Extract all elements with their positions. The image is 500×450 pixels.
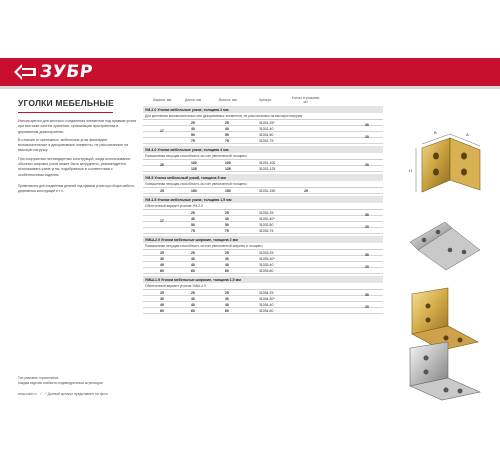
section-title: УМ-5 Уголок мебельный узкий, толщина 5 мм [143,174,383,181]
cell-article: 31031-40 [259,126,274,131]
cell-article: 31031-25* [259,120,275,125]
cell-width-merged: 17 [160,219,164,223]
cell-length: 75 [191,138,195,143]
cell-article: 31031-100 [259,160,276,165]
cell-length: 100 [191,160,197,165]
table-row [143,308,383,314]
cell-length: 60 [191,308,195,313]
cell-height: 25 [225,290,229,295]
cell-article: 31032-50 [259,222,274,227]
cell-article: 31034-40 [259,302,274,307]
cell-article: 31032-25 [259,210,274,215]
silver-wide-bracket-image [398,340,488,402]
cell-qty-merged: 30 [365,253,369,257]
cell-article: 31034-60 [259,308,274,313]
table-header [143,96,383,104]
cell-qty-merged: 20 [365,225,369,229]
table-row [143,268,383,274]
section-rows [143,188,383,194]
section-um-2-0 [143,106,383,144]
dim-b-label: B [434,130,437,135]
section-title: УМШ-2.0 Уголки мебельные широкие, толщина 2 мм [143,236,383,243]
cell-width: 25 [160,250,164,255]
footer-asterisk-note: * Данный артикул представлен на фото [45,392,108,396]
cell-height: 75 [225,138,229,143]
cell-height: 25 [225,120,229,125]
section-rows [143,160,383,172]
cell-height: 75 [225,228,229,233]
page-title: УГОЛКИ МЕБЕЛЬНЫЕ [18,98,114,108]
section-title: УМ-4.0 Уголки мебельные узкие, толщина 4 мм [143,146,383,153]
packaging-type: Тип упаковки: термопленка [18,376,59,380]
header-article: Артикул [259,98,272,102]
cell-qty-merged: 30 [365,123,369,127]
cell-width: 60 [160,308,164,313]
cell-height: 30 [225,256,229,261]
section-description: Повышенная несущая способность за счет увеличенной толщины [143,181,383,188]
cell-article: 31031-75 [259,138,274,143]
section-umsh-1-5 [143,276,383,314]
table-row [143,138,383,144]
cell-height: 25 [225,210,229,215]
cell-height: 125 [225,166,231,171]
section-description: Для крепления вспомогательных или декоративных элементов, не рассчитанных на высокую нагрузку [143,113,383,120]
cell-height: 40 [225,126,229,131]
cell-height: 60 [225,268,229,273]
page-top-margin [0,0,500,58]
intro-paragraph: При сооружении нестандартных конструкций, когда использование обычных широких углов может быть затруднено, рекомендуется использовать узкие углы, подобранные в соответствии с особенностями изделия. [18,156,131,177]
section-rows [143,250,383,274]
cell-article: 31031-50 [259,132,274,137]
cell-height: 60 [225,308,229,313]
cell-article: 31032-40* [259,216,275,221]
intro-paragraph: Используются для жесткого соединения элементов под прямым углом при монтаже систем хранения, организации пространства в деревянном домостроении. [18,119,136,134]
cell-article: 31031-125 [259,166,276,171]
cell-qty: 20 [304,188,308,193]
cell-article: 31033-30* [259,256,275,261]
cell-article: 31033-40 [259,262,274,267]
cell-length: 40 [191,216,195,221]
cell-width: 40 [160,302,164,307]
cell-article: 31033-60 [259,268,274,273]
silver-narrow-bracket-image [400,212,490,277]
section-rows [143,290,383,314]
packaging-notes [18,376,148,385]
cell-width: 30 [160,256,164,261]
cell-length: 40 [191,302,195,307]
cell-length: 40 [191,126,195,131]
cell-length: 150 [191,188,197,193]
logo-text: ЗУБР [38,62,95,82]
section-description: Облегченный вариант уголков УМ-2.0 [143,203,383,210]
usage-note: Применяются для соединения деталей под прямым углом при сборке мебели, деревянных конструкций и т. п. [18,183,135,193]
cell-qty-merged: 20 [365,135,369,139]
section-rows [143,210,383,234]
title-underline [18,112,113,113]
cell-length: 125 [191,166,197,171]
cell-qty-merged: 20 [365,163,369,167]
dim-a-label: A [466,132,469,137]
cell-length: 50 [191,222,195,227]
section-title: УМШ-1.5 Уголки мебельные широкие, толщина 1,5 мм [143,276,383,283]
cell-height: 40 [225,216,229,221]
header-width: Ширина, мм [152,98,172,102]
page-footer [18,392,108,396]
cell-width-merged: 20 [160,163,164,167]
cell-length: 30 [191,296,195,301]
cell-qty-merged: 20 [365,305,369,309]
footer-site: www.zubr.ru [18,392,37,396]
section-um-4-0 [143,146,383,172]
cell-length: 50 [191,132,195,137]
cell-article: 31032-75 [259,228,274,233]
section-title: УМ-2.0 Уголки мебельные узкие, толщина 2 мм [143,106,383,113]
table-row [143,166,383,172]
cell-height: 100 [225,160,231,165]
cell-qty-merged: 30 [365,293,369,297]
cell-length: 75 [191,228,195,233]
table-row [143,188,383,194]
cell-length: 60 [191,268,195,273]
cell-height: 30 [225,296,229,301]
intro-paragraph: В отличие от крепежных, мебельные углы фиксируют вспомогательные и декоративные элементы, не рассчитанные на высокую нагрузку. [18,137,129,153]
footer-separator: / [40,392,42,396]
cell-qty-merged: 30 [365,213,369,217]
cell-width: 25 [160,188,164,193]
cell-article: 31033-25 [259,250,274,255]
packaging-barcode-note: Каждая изделие снабжено индивидуальным штрихкодом [18,380,103,385]
logo-emblem-icon [14,62,36,82]
divider [0,86,500,89]
intro-column [18,98,136,196]
cell-width: 60 [160,268,164,273]
header-qty: Кол-во в упаковке, шт. [291,96,321,104]
cell-length: 30 [191,256,195,261]
cell-height: 50 [225,132,229,137]
spec-table [143,96,383,314]
cell-width: 40 [160,262,164,267]
cell-length: 40 [191,262,195,267]
section-description: Повышенная несущая способность за счет увеличенной ширины и толщины [143,243,383,250]
section-title: УМ-1.5 Уголки мебельные узкие, толщина 1,5 мм [143,196,383,203]
cell-height: 40 [225,262,229,267]
cell-length: 25 [191,290,195,295]
header-length: Длина, мм [185,98,202,102]
cell-article: 31034-25 [259,290,274,295]
section-umsh-2-0 [143,236,383,274]
cell-width-merged: 17 [160,129,164,133]
section-rows [143,120,383,144]
header-height: Высота, мм [219,98,237,102]
section-description: Облегченный вариант уголков УМШ-2.0 [143,283,383,290]
brand-logo [14,62,93,82]
cell-width: 30 [160,296,164,301]
cell-length: 25 [191,210,195,215]
dim-h-label: H [409,168,412,173]
cell-height: 40 [225,302,229,307]
cell-article: 31031-150 [259,188,276,193]
cell-length: 25 [191,250,195,255]
section-um-5 [143,174,383,194]
cell-height: 150 [225,188,231,193]
table-row [143,228,383,234]
cell-article: 31034-30* [259,296,275,301]
cell-height: 50 [225,222,229,227]
gold-narrow-bracket-image [392,120,492,205]
cell-width: 25 [160,290,164,295]
cell-length: 25 [191,120,195,125]
cell-qty-merged: 20 [365,265,369,269]
section-um-1-5 [143,196,383,234]
section-description: Повышенная несущая способность за счет увеличенной толщины [143,153,383,160]
cell-height: 25 [225,250,229,255]
